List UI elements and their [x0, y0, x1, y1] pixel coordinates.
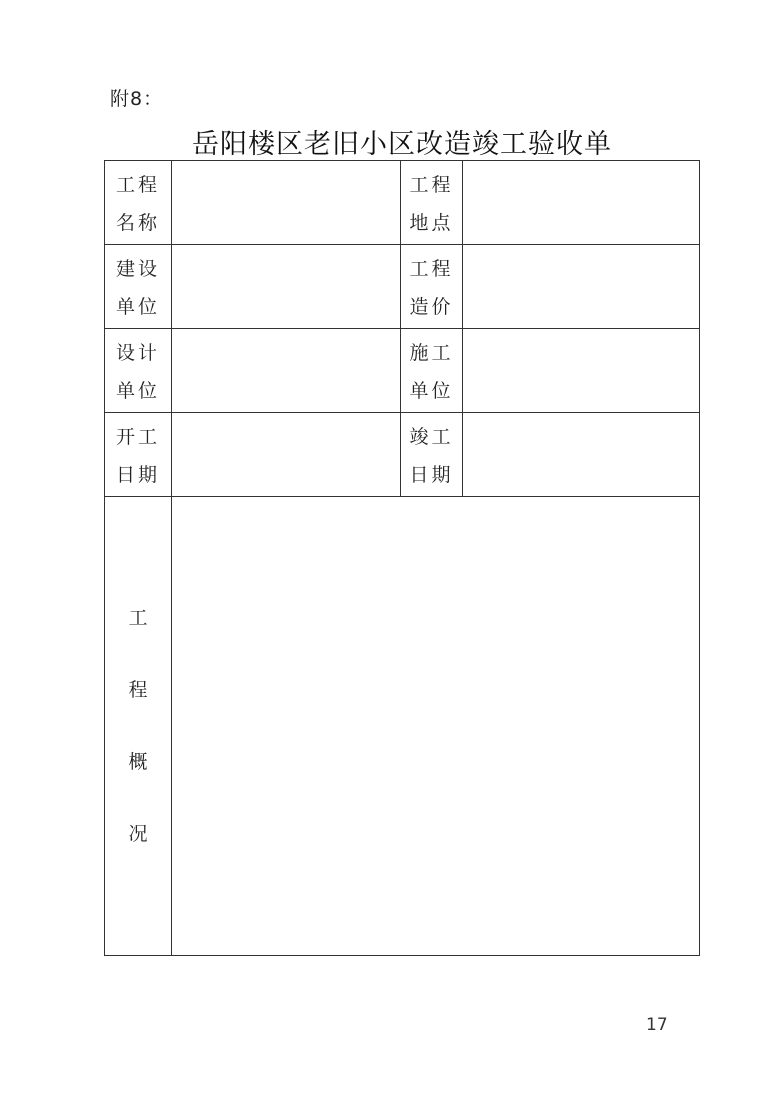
- construction-unit-field[interactable]: [172, 245, 401, 328]
- project-name-field[interactable]: [172, 161, 401, 244]
- design-unit-field[interactable]: [172, 329, 401, 412]
- acceptance-form-table: [104, 160, 700, 956]
- start-date-label: 开工 日期: [105, 413, 172, 496]
- completion-date-field[interactable]: [463, 413, 699, 496]
- completion-date-label: 竣工 日期: [401, 413, 463, 496]
- project-overview-label: 工 程 概 况: [105, 497, 172, 955]
- project-cost-label: 工程 造价: [401, 245, 463, 328]
- construction-unit-label: 建设 单位: [105, 245, 172, 328]
- table-row-design-unit: [105, 329, 699, 413]
- table-row-project-overview: [105, 497, 699, 955]
- table-row-dates: [105, 413, 699, 497]
- start-date-field[interactable]: [172, 413, 401, 496]
- table-row-construction-unit: [105, 245, 699, 329]
- project-location-field[interactable]: [463, 161, 699, 244]
- builder-unit-field[interactable]: [463, 329, 699, 412]
- project-location-label: 工程 地点: [401, 161, 463, 244]
- project-cost-field[interactable]: [463, 245, 699, 328]
- attachment-label: 附8：: [110, 88, 164, 110]
- table-row-project-name: [105, 161, 699, 245]
- project-name-label: 工程 名称: [105, 161, 172, 244]
- document-title: 岳阳楼区老旧小区改造竣工验收单: [192, 129, 612, 160]
- project-overview-field[interactable]: [172, 497, 699, 955]
- builder-unit-label: 施工 单位: [401, 329, 463, 412]
- page-number: 17: [646, 1015, 668, 1035]
- design-unit-label: 设计 单位: [105, 329, 172, 412]
